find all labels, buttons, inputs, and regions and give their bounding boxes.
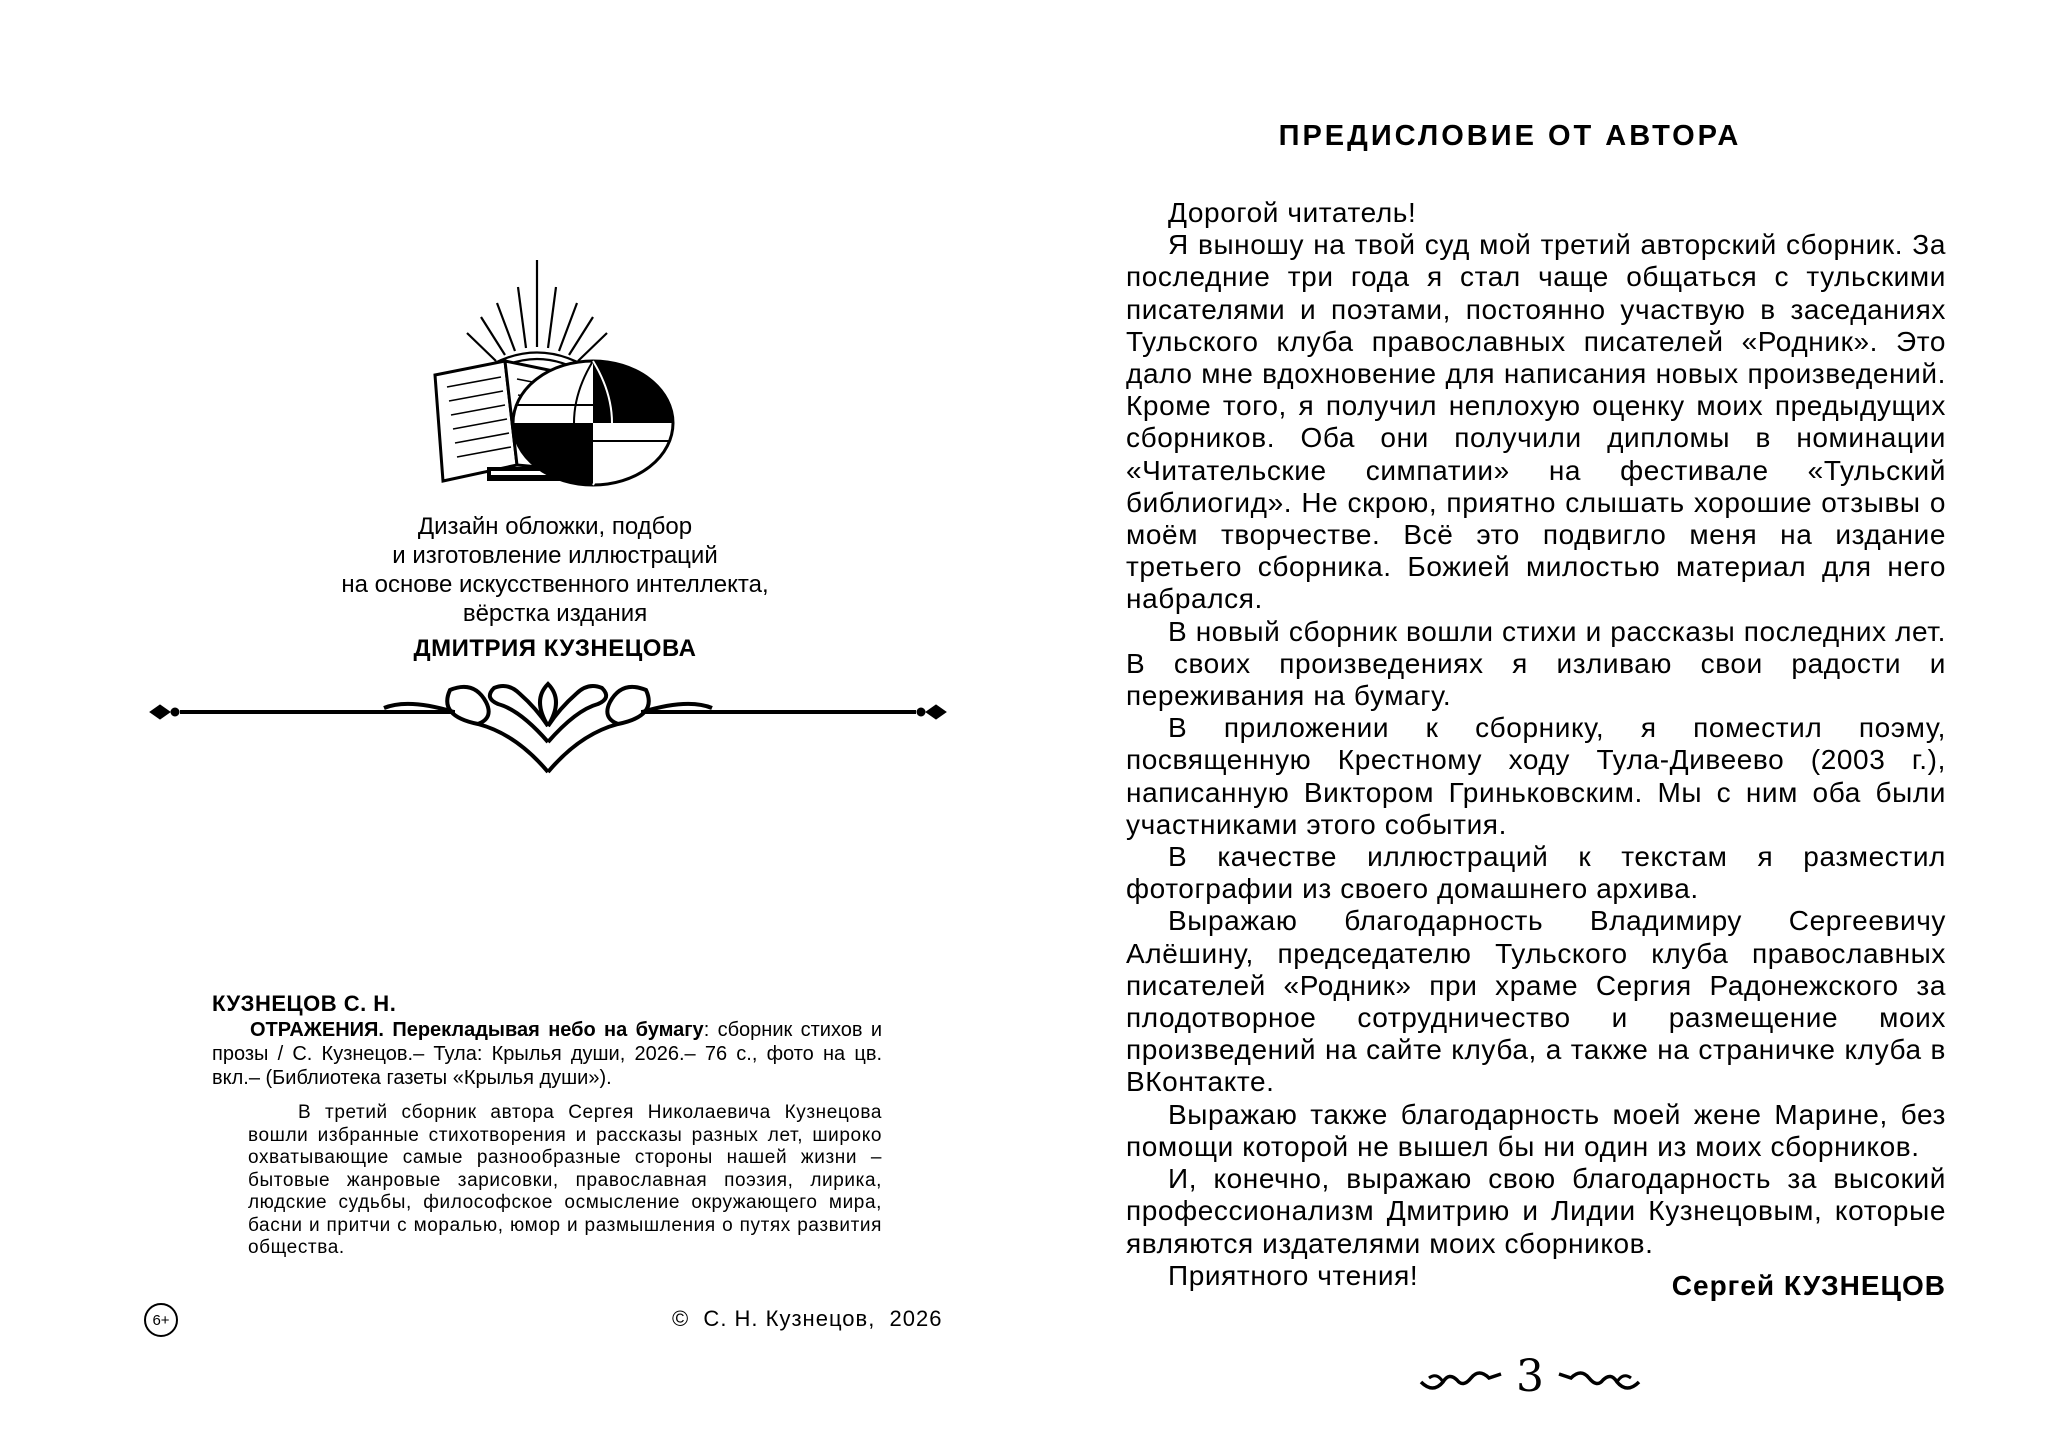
biblio-entry bbox=[212, 1018, 882, 1090]
credits-line: вёрстка издания bbox=[462, 600, 648, 627]
preface-paragraph: В приложении к сборнику, я поместил поэму, посвященную Крестному ходу Тула-Дивеево (2003 г.), написанную Виктором Гриньковским. Мы с ним оба были участниками этого события. bbox=[1126, 712, 1946, 840]
preface-paragraph: В качестве иллюстраций к текстам я разместил фотографии из своего домашнего архива. bbox=[1126, 841, 1946, 905]
preface-paragraph: Выражаю также благодарность моей жене Марине, без помощи которой не вышел бы ни один из моих сборников. bbox=[1126, 1098, 1946, 1162]
design-credits bbox=[280, 512, 830, 663]
flourish-left-icon bbox=[1419, 1360, 1503, 1396]
preface-paragraph: Приятного чтения! bbox=[1168, 1259, 1419, 1291]
credits-line: на основе искусственного интеллекта, bbox=[341, 571, 769, 598]
preface-paragraph: Дорогой читатель! bbox=[1168, 197, 1417, 228]
sun-rays bbox=[467, 260, 607, 375]
decorative-divider bbox=[148, 672, 948, 778]
right-page bbox=[1029, 0, 2058, 1454]
author-signature: Сергей КУЗНЕЦОВ bbox=[1671, 1270, 1946, 1301]
publisher-emblem bbox=[425, 255, 685, 490]
page-number bbox=[1419, 1352, 1639, 1402]
globe-icon bbox=[513, 361, 673, 485]
preface-title: ПРЕДИСЛОВИЕ ОТ АВТОРА bbox=[1278, 120, 1742, 152]
preface-paragraph: В новый сборник вошли стихи и рассказы последних лет. В своих произведениях я изливаю свои радости и переживания на бумагу. bbox=[1126, 615, 1946, 712]
preface-body bbox=[1126, 197, 1946, 1292]
preface-paragraph: Я выношу на твой суд мой третий авторский сборник. За последние три года я стал чаще общаться с тульскими писателями и поэтами, постоянно участвую в заседаниях Тульского клуба православных писателей «Родник». Это дало мне вдохновение для написания новых произведений. Кроме того, я получил неплохую оценку моих предыдущих сборников. Оба они получили дипломы в номинации «Читательские симпатии» на фестивале «Тульский библиогид». Не скрою, приятно слышать хорошие отзывы о моём творчестве. Всё это подвигло меня на издание третьего сборника. Божией милостью материал для него набрался. bbox=[1126, 229, 1946, 615]
biblio-details: : сборник стихов и прозы / С. Кузнецов.– Тула: Крылья души, 2026.– 76 с., фото на цв. вкл.– (Библиотека газеты «Крылья души»). bbox=[212, 1019, 883, 1089]
preface-paragraph: Выражаю благодарность Владимиру Сергеевичу Алёшину, председателю Тульского клуба православных писателей «Родник» при храме Сергия Радонежского за плодотворное сотрудничество и размещение моих произведений на сайте клуба, а также на страничке клуба в ВКонтакте. bbox=[1126, 905, 1946, 1098]
biblio-title: ОТРАЖЕНИЯ. Перекладывая небо на бумагу bbox=[250, 1019, 704, 1041]
copyright-notice: © С. Н. Кузнецов, 2026 bbox=[672, 1306, 943, 1331]
biblio-annotation: В третий сборник автора Сергея Николаевича Кузнецова вошли избранные стихотворения и рассказы разных лет, широко охватывающие самые разнообразные стороны нашей жизни – бытовые жанровые зарисовки, православная поэзия, лирика, людские судьбы, философское осмысление окружающего мира, басни и притчи с моралью, юмор и размышления о путях развития общества. bbox=[248, 1102, 882, 1258]
bibliographic-record bbox=[212, 992, 882, 1260]
credits-line: и изготовление иллюстраций bbox=[392, 542, 718, 569]
page-number-value: 3 bbox=[1516, 1351, 1544, 1402]
designer-name: ДМИТРИЯ КУЗНЕЦОВА bbox=[413, 635, 697, 662]
preface-paragraph: И, конечно, выражаю свою благодарность за высокий профессионализм Дмитрию и Лидии Кузнецовым, которые являются издателями моих сборников. bbox=[1126, 1163, 1946, 1259]
flourish-right-icon bbox=[1557, 1360, 1641, 1396]
age-rating-badge: 6+ bbox=[144, 1303, 178, 1337]
credits-line: Дизайн обложки, подбор bbox=[417, 513, 693, 540]
biblio-author: КУЗНЕЦОВ С. Н. bbox=[212, 991, 397, 1016]
